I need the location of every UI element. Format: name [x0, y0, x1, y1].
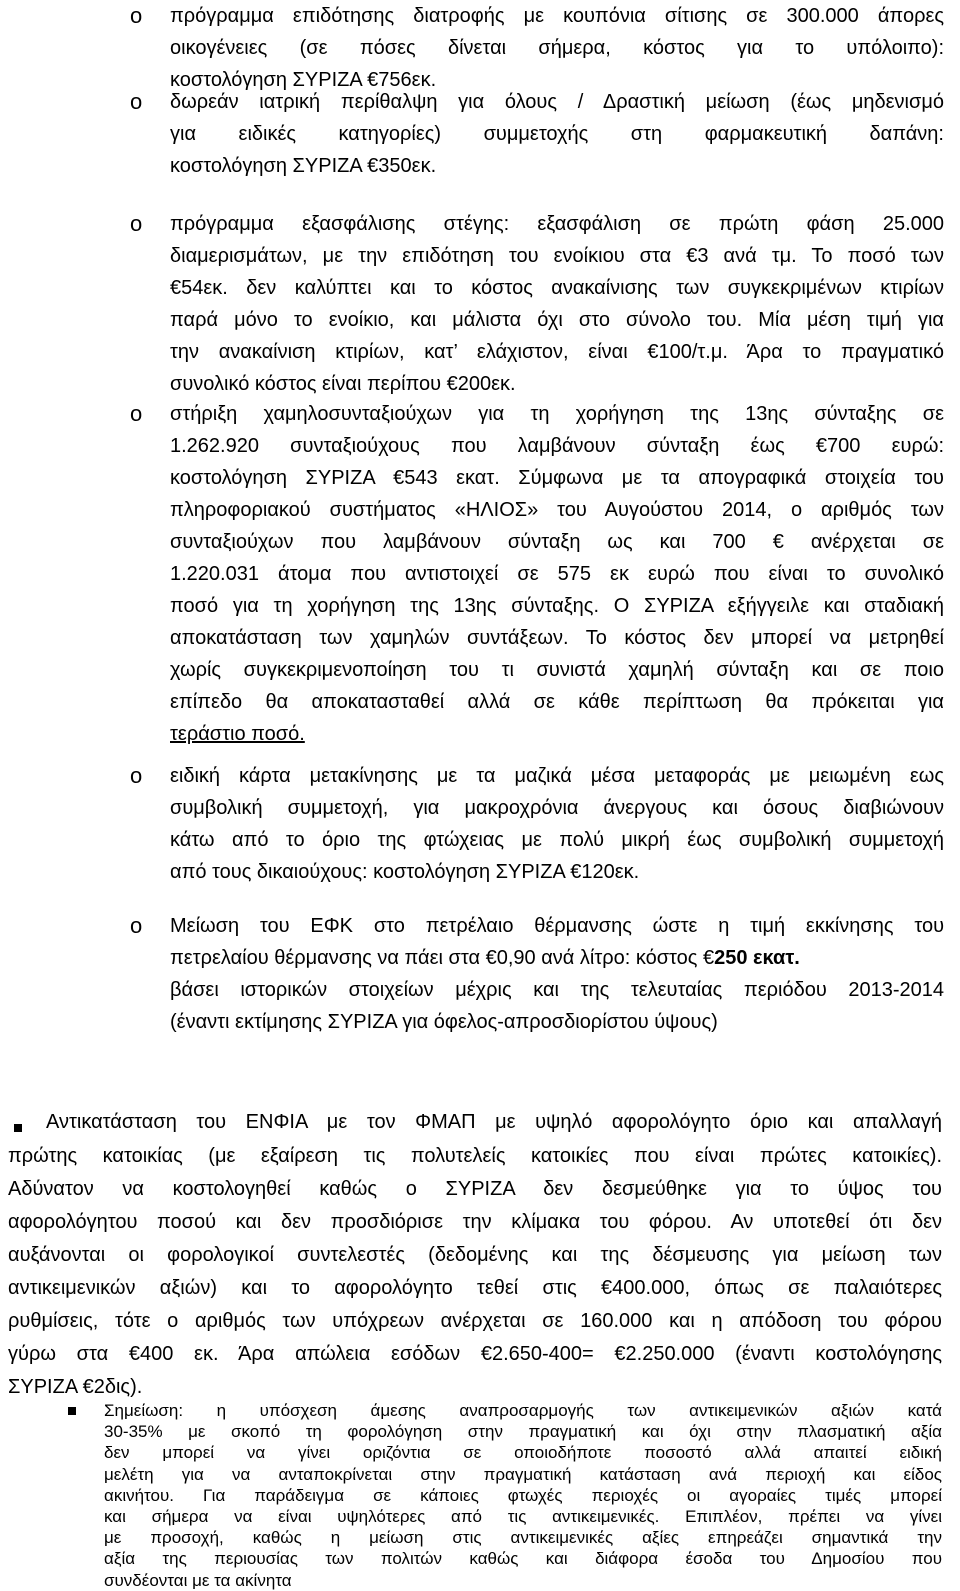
circle-bullet-icon: o	[130, 913, 143, 938]
text-line: Σημείωση: η υπόσχεση άμεσης αναπροσαρμογής των αντικειμενικών αξιών κατά	[104, 1401, 942, 1420]
underlined-text-line: τεράστιο ποσό.	[170, 723, 305, 745]
text-line: αυξάνονται οι φορολογικοί συντελεστές (δεδομένης και της δέσμευσης για μείωση των	[8, 1244, 942, 1266]
text-line: 1.220.031 άτομα που αντιστοιχεί σε 575 εκ ευρώ που είναι το συνολικό	[170, 563, 944, 585]
text-line: αξία της περιουσίας των πολιτών καθώς και διάφορα έσοδα του Δημοσίου που	[104, 1549, 942, 1569]
text-line: ειδική κάρτα μετακίνησης με τα μαζικά μέσα μεταφοράς με μειωμένη εως	[170, 765, 944, 787]
square-bullet-icon	[14, 1124, 22, 1132]
text-line: Μείωση του ΕΦΚ στο πετρέλαιο θέρμανσης ώστε η τιμή εκκίνησης του	[170, 915, 944, 937]
text-line: συνδέονται με τα ακίνητα	[104, 1570, 292, 1590]
text-line: με προσοχή, καθώς η μείωση στις αντικειμενικές αξίες επηρεάζει σημαντικά την	[104, 1528, 942, 1548]
text-line: διαμερισμάτων, με την επιδότηση του ενοίκιου στα €3 ανά τμ. Το ποσό των	[170, 245, 944, 267]
text-line: πρόγραμμα εξασφάλισης στέγης: εξασφάλιση σε πρώτη φάση 25.000	[170, 213, 944, 235]
text-line: επίπεδο θα αποκατασταθεί αλλά σε κάθε περίπτωση θα πρόκειται για	[170, 691, 944, 713]
text-line: (έναντι εκτίμησης ΣΥΡΙΖΑ για όφελος-απροσδιορίστου ύψους)	[170, 1011, 718, 1033]
text-line: ΣΥΡΙΖΑ €2δις).	[8, 1376, 143, 1398]
text-line: πρόγραμμα επιδότησης διατροφής με κουπόνια σίτισης σε 300.000 άπορες	[170, 5, 944, 27]
circle-bullet-icon: o	[130, 763, 143, 788]
text-line: Αδύνατον να κοστολογηθεί καθώς ο ΣΥΡΙΖΑ δεν δεσμεύθηκε για το ύψος του	[8, 1178, 942, 1200]
text-line: για ειδικές κατηγορίες) συμμετοχής στη φαρμακευτική δαπάνη:	[170, 123, 944, 145]
text-line: δεν μπορεί να γίνει οριζόντια σε οποιοδήποτε ποσοστό αλλά απαιτεί ειδική	[104, 1443, 942, 1463]
circle-bullet-icon: o	[130, 401, 143, 426]
text-line: την ανακαίνιση κτιρίων, κατ’ ελάχιστον, είναι €100/τ.μ. Άρα το πραγματικό	[170, 341, 944, 363]
text-line: €54εκ. δεν καλύπτει και το κόστος ανακαίνισης των συγκεκριμένων κτιρίων	[170, 277, 944, 299]
text-line: βάσει ιστορικών στοιχείων μέχρις και της τελευταίας περιόδου 2013-2014	[170, 979, 944, 1001]
text-line: από τους δικαιούχους: κοστολόγηση ΣΥΡΙΖΑ €120εκ.	[170, 861, 640, 883]
text-line: στήριξη χαμηλοσυνταξιούχων για τη χορήγηση της 13ης σύνταξης σε	[170, 403, 944, 425]
text-line: αφορολόγητου ποσού και δεν προσδιόρισε την κλίμακα του φόρου. Αν υποτεθεί ότι δεν	[8, 1211, 942, 1233]
text-line: δωρεάν ιατρική περίθαλψη για όλους / Δραστική μείωση (έως μηδενισμό	[170, 91, 944, 113]
text-line	[170, 942, 944, 974]
text-line: Αντικατάσταση του ΕΝΦΙΑ με τον ΦΜΑΠ με υψηλό αφορολόγητο όριο και απαλλαγή	[46, 1111, 942, 1133]
circle-bullet-icon: o	[130, 89, 143, 114]
circle-bullet-icon: o	[130, 3, 143, 28]
text-line: οικογένειες (σε πόσες δίνεται σήμερα, κόστος για το υπόλοιπο):	[170, 37, 944, 59]
text-line: συνολικό κόστος είναι περίπου €200εκ.	[170, 373, 516, 395]
text-segment: πετρελαίου θέρμανσης να πάει στα €0,90 ανά λίτρο: κόστος €	[170, 947, 715, 969]
text-line: χωρίς συγκεκριμενοποίηση του τι συνιστά χαμηλή σύνταξη και σε ποιο	[170, 659, 944, 681]
text-line: ρυθμίσεις, τότε ο αριθμός των υπόχρεων ανέρχεται σε 160.000 και η απόδοση του φόρου	[8, 1310, 942, 1332]
text-line: πληροφοριακού συστήματος «ΗΛΙΟΣ» του Αυγούστου 2014, ο αριθμός των	[170, 499, 944, 521]
bold-cost-value: 250 εκατ.	[714, 947, 800, 969]
text-line: κοστολόγηση ΣΥΡΙΖΑ €543 εκατ. Σύμφωνα με τα απογραφικά στοιχεία του	[170, 467, 944, 489]
text-line: κάτω από το όριο της φτώχειας με πολύ μικρή έως συμβολική συμμετοχή	[170, 829, 944, 851]
text-line: παρά μόνο το ενοίκιο, και μάλιστα όχι στο σύνολο του. Μία μέση τιμή για	[170, 309, 944, 331]
circle-bullet-icon: o	[130, 211, 143, 236]
text-line: 1.262.920 συνταξιούχους που λαμβάνουν σύνταξη έως €700 ευρώ:	[170, 435, 944, 457]
text-line: συνταξιούχων που λαμβάνουν σύνταξη ως και 700 € ανέρχεται σε	[170, 531, 944, 553]
text-line: ποσό για τη χορήγηση της 13ης σύνταξης. Ο ΣΥΡΙΖΑ εξήγγειλε και σταδιακή	[170, 595, 944, 617]
square-bullet-icon	[68, 1407, 76, 1415]
text-line: ακινήτου. Για παράδειγμα σε κάποιες φτωχές περιοχές οι αγοραίες τιμές μπορεί	[104, 1485, 942, 1505]
text-line: μελέτη για να ανταποκρίνεται στην πραγματική κατάσταση ανά περιοχή και είδος	[104, 1464, 942, 1484]
text-line: και σήμερα να είναι υψηλότερες από τις αντικειμενικές. Επιπλέον, πρέπει να γίνει	[104, 1507, 942, 1526]
text-line: αντικειμενικών αξιών) και το αφορολόγητο τεθεί στις €400.000, όπως σε παλαιότερες	[8, 1277, 942, 1299]
text-line: πρώτης κατοικίας (με εξαίρεση τις πολυτελείς κατοικίες που είναι πρώτες κατοικίες).	[8, 1145, 942, 1167]
text-line: συμβολική συμμετοχή, για μακροχρόνια άνεργους και όσους διαβιώνουν	[170, 797, 944, 819]
text-line: αποκατάσταση των χαμηλών συντάξεων. Το κόστος δεν μπορεί να μετρηθεί	[170, 627, 944, 649]
text-line: κοστολόγηση ΣΥΡΙΖΑ €350εκ.	[170, 155, 437, 177]
text-line: 30-35% με σκοπό τη φορολόγηση στην πραγματική και όχι στην πλασματική αξία	[104, 1422, 942, 1442]
text-line: γύρω στα €400 εκ. Άρα απώλεια εσόδων €2.650-400= €2.250.000 (έναντι κοστολόγησης	[8, 1343, 942, 1365]
text-line: κοστολόγηση ΣΥΡΙΖΑ €756εκ.	[170, 69, 437, 91]
